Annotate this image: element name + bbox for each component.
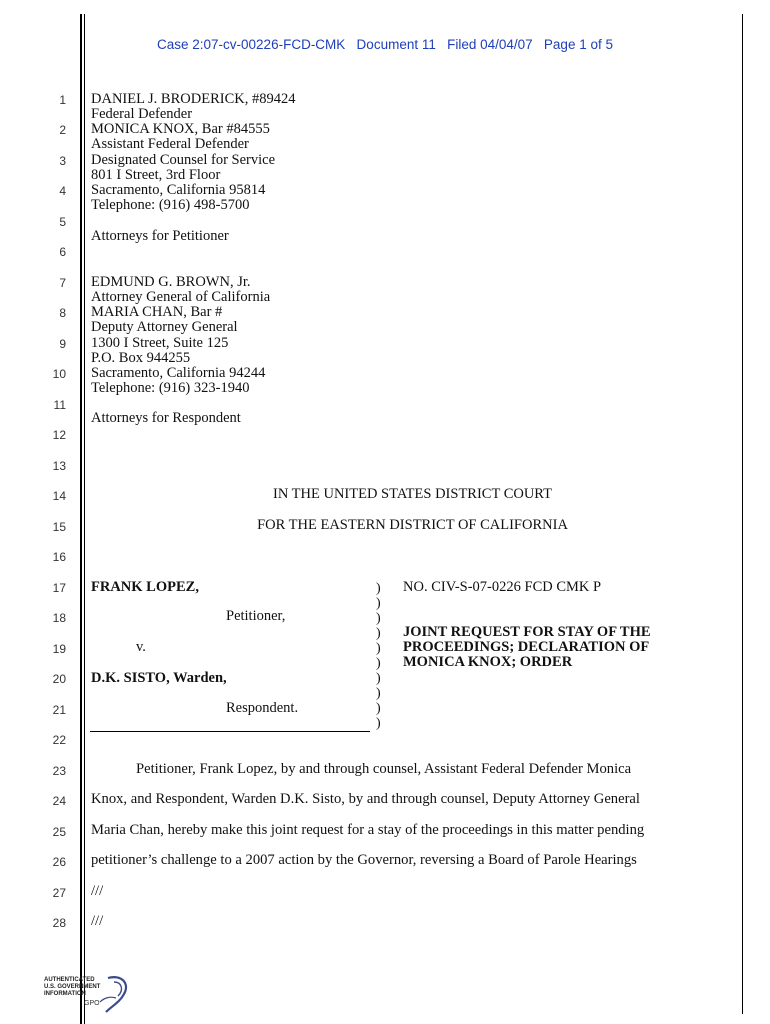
caption-paren: ) — [376, 626, 381, 641]
document-title-line: MONICA KNOX; ORDER — [403, 654, 573, 670]
line-number: 28 — [52, 916, 66, 930]
line-number: 6 — [59, 245, 66, 259]
counsel-line: Federal Defender — [91, 106, 193, 122]
seal-text — [44, 977, 100, 998]
line-number: 11 — [53, 398, 66, 412]
caption-paren: ) — [376, 656, 381, 671]
counsel-line: MONICA KNOX, Bar #84555 — [91, 121, 270, 137]
line-number: 21 — [52, 703, 66, 717]
line-number: 13 — [52, 459, 66, 473]
left-margin-line-outer — [80, 14, 82, 1024]
counsel-line: EDMUND G. BROWN, Jr. — [91, 274, 251, 290]
seal-line: INFORMATION — [44, 991, 86, 997]
counsel-line: MARIA CHAN, Bar # — [91, 304, 223, 320]
counsel-line: Telephone: (916) 498-5700 — [91, 197, 250, 213]
counsel-line: P.O. Box 944255 — [91, 350, 191, 366]
line-number: 16 — [52, 550, 66, 564]
line-number: 3 — [59, 154, 66, 168]
caption-paren: ) — [376, 716, 381, 731]
line-number: 5 — [59, 215, 66, 229]
counsel-line: Attorney General of California — [91, 289, 271, 305]
continuation-mark: /// — [91, 913, 104, 929]
petitioner-role: Attorneys for Petitioner — [91, 228, 229, 244]
caption-paren: ) — [376, 641, 381, 656]
counsel-line: Sacramento, California 94244 — [91, 365, 266, 381]
caption-rule — [90, 731, 370, 732]
petitioner-name: FRANK LOPEZ, — [91, 579, 199, 595]
line-number: 8 — [59, 306, 66, 320]
line-number: 17 — [52, 581, 66, 595]
case-number: NO. CIV-S-07-0226 FCD CMK P — [403, 579, 602, 595]
respondent-label: Respondent. — [226, 700, 299, 716]
court-name: IN THE UNITED STATES DISTRICT COURT — [273, 486, 552, 502]
caption-paren: ) — [376, 701, 381, 716]
line-number: 24 — [52, 794, 66, 808]
line-number: 27 — [52, 886, 66, 900]
line-number: 20 — [52, 672, 66, 686]
line-number: 12 — [52, 428, 66, 442]
respondent-role: Attorneys for Respondent — [91, 410, 241, 426]
line-number: 15 — [52, 520, 66, 534]
right-margin-line — [742, 14, 743, 1014]
line-number: 4 — [59, 184, 66, 198]
body-line: petitioner’s challenge to a 2007 action by the Governor, reversing a Board of Parole Hearings — [91, 852, 637, 868]
caption-paren: ) — [376, 581, 381, 596]
counsel-line: Assistant Federal Defender — [91, 136, 249, 152]
caption-paren: ) — [376, 596, 381, 611]
continuation-mark: /// — [91, 883, 104, 899]
petitioner-label: Petitioner, — [226, 608, 286, 624]
counsel-line: DANIEL J. BRODERICK, #89424 — [91, 91, 296, 107]
gpo-mark: GPO — [84, 1000, 100, 1007]
document-title-line: JOINT REQUEST FOR STAY OF THE — [403, 624, 651, 640]
line-number: 2 — [59, 123, 66, 137]
line-number: 19 — [52, 642, 66, 656]
counsel-line: Designated Counsel for Service — [91, 152, 276, 168]
counsel-line: Telephone: (916) 323-1940 — [91, 380, 250, 396]
caption-paren: ) — [376, 686, 381, 701]
line-number: 7 — [59, 276, 66, 290]
line-number: 9 — [59, 337, 66, 351]
line-number: 1 — [59, 93, 66, 107]
body-line: Knox, and Respondent, Warden D.K. Sisto, by and through counsel, Deputy Attorney General — [91, 791, 640, 807]
versus: v. — [136, 639, 146, 655]
left-margin-line-inner — [84, 14, 85, 1024]
respondent-name: D.K. SISTO, Warden, — [91, 670, 227, 686]
caption-paren: ) — [376, 611, 381, 626]
line-number: 18 — [52, 611, 66, 625]
body-line: Petitioner, Frank Lopez, by and through counsel, Assistant Federal Defender Monica — [136, 761, 632, 777]
line-number: 26 — [52, 855, 66, 869]
line-number: 25 — [52, 825, 66, 839]
counsel-line: Sacramento, California 95814 — [91, 182, 266, 198]
line-number: 22 — [52, 733, 66, 747]
line-number: 23 — [52, 764, 66, 778]
line-number: 10 — [52, 367, 66, 381]
court-district: FOR THE EASTERN DISTRICT OF CALIFORNIA — [257, 517, 568, 533]
seal-line: AUTHENTICATED — [44, 977, 95, 983]
counsel-line: 1300 I Street, Suite 125 — [91, 335, 229, 351]
seal-line: U.S. GOVERNMENT — [44, 984, 101, 990]
counsel-line: 801 I Street, 3rd Floor — [91, 167, 221, 183]
line-number: 14 — [52, 489, 66, 503]
case-header: Case 2:07-cv-00226-FCD-CMK Document 11 Filed 04/04/07 Page 1 of 5 — [157, 37, 613, 52]
caption-paren: ) — [376, 671, 381, 686]
document-title-line: PROCEEDINGS; DECLARATION OF — [403, 639, 650, 655]
counsel-line: Deputy Attorney General — [91, 319, 238, 335]
body-line: Maria Chan, hereby make this joint request for a stay of the proceedings in this matter pending — [91, 822, 645, 838]
